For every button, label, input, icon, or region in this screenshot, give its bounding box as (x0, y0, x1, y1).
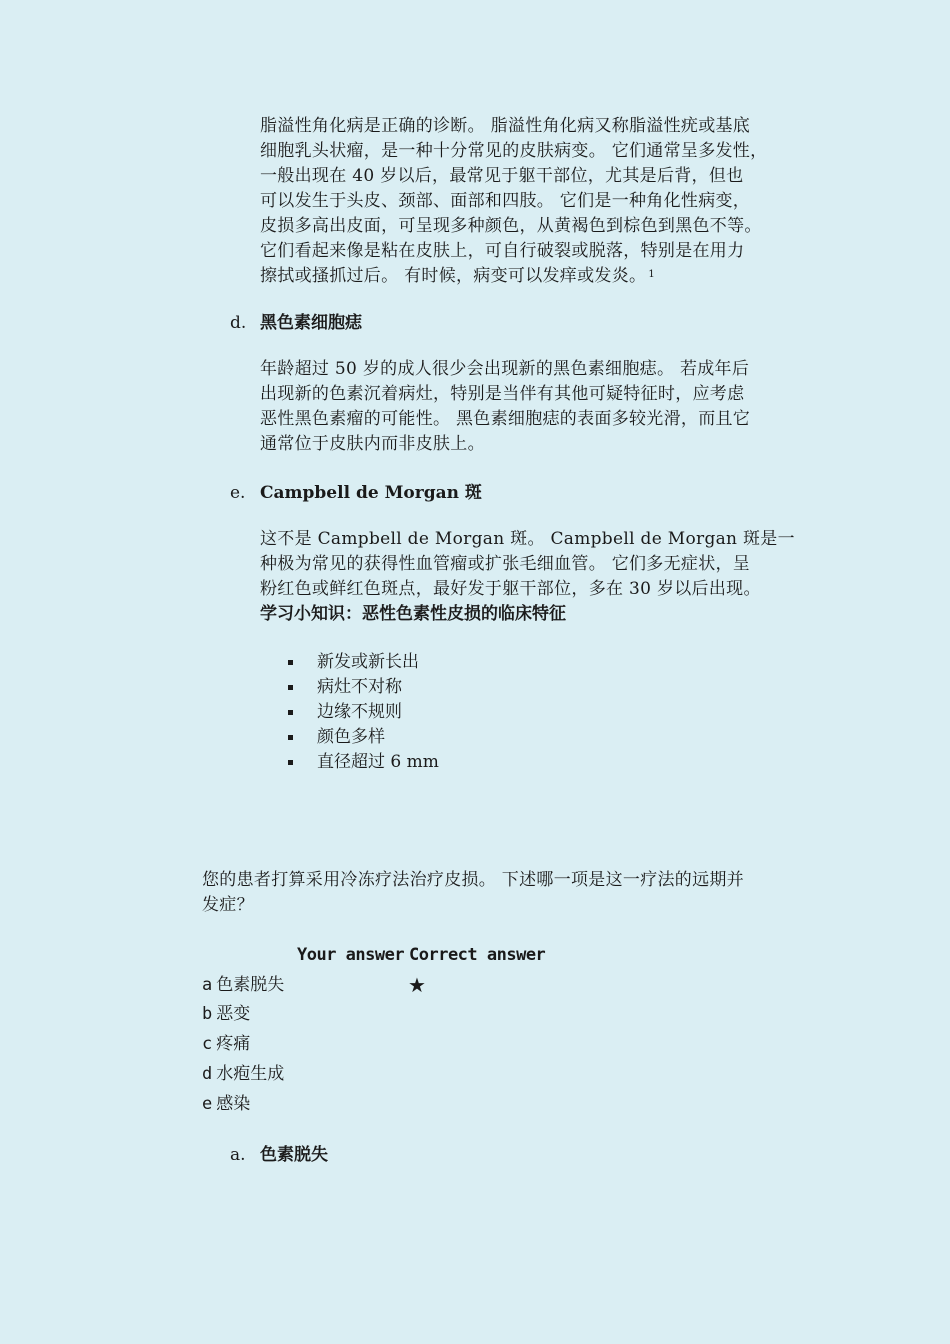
correct-answer-header: Correct answer (409, 945, 546, 965)
paragraph-line: 擦拭或搔抓过后。 有时候，病变可以发痒或发炎。 (260, 266, 647, 286)
option-letter: d (202, 1064, 213, 1084)
bullet-icon (288, 735, 293, 740)
paragraph-line: 年龄超过 50 岁的成人很少会出现新的黑色素细胞痣。 若成年后 (260, 359, 750, 379)
your-answer-header: Your answer (297, 945, 405, 965)
option-letter: c (202, 1034, 213, 1054)
melanocytic-nevus-paragraph (260, 357, 830, 457)
list-item-text: 直径超过 6 mm (317, 752, 439, 772)
bullet-icon (288, 685, 293, 690)
paragraph-line: 一般出现在 40 岁以后，最常见于躯干部位，尤其是后背，但也 (260, 166, 744, 186)
option-title: Campbell de Morgan 斑 (260, 483, 482, 503)
paragraph-line: 细胞乳头状瘤，是一种十分常见的皮肤病变。 它们通常呈多发性， (260, 141, 768, 161)
option-text: 恶变 (216, 1004, 251, 1024)
correct-answer-star-icon: ★ (408, 973, 426, 997)
option-letter: a (202, 975, 213, 995)
option-letter: a. (230, 1145, 246, 1165)
list-item-text: 颜色多样 (317, 727, 385, 747)
list-item (288, 750, 439, 775)
option-letter: d. (230, 313, 247, 333)
answer-option-e (202, 1092, 250, 1117)
option-letter: b (202, 1004, 213, 1024)
campbell-de-morgan-paragraph (260, 527, 830, 602)
question-text (202, 868, 822, 918)
paragraph-line: 脂溢性角化病是正确的诊断。 脂溢性角化病又称脂溢性疣或基底 (260, 116, 751, 136)
option-e-heading (230, 481, 482, 506)
paragraph-line: 种极为常见的获得性血管瘤或扩张毛细血管。 它们多无症状，呈 (260, 554, 751, 574)
answer-option-d (202, 1062, 284, 1087)
answer-option-b (202, 1002, 250, 1027)
question-line: 发症？ (202, 895, 254, 915)
bullet-icon (288, 710, 293, 715)
answer-option-a (202, 973, 284, 998)
learning-tip-title: 学习小知识：恶性色素性皮损的临床特征 (260, 604, 566, 624)
list-item-text: 边缘不规则 (317, 702, 402, 722)
option-d-heading (230, 311, 362, 336)
paragraph-line: 出现新的色素沉着病灶，特别是当伴有其他可疑特征时，应考虑 (260, 384, 745, 404)
question-line: 您的患者打算采用冷冻疗法治疗皮损。 下述哪一项是这一疗法的远期并 (202, 870, 745, 890)
answer-explanation-heading (230, 1143, 328, 1168)
option-text: 感染 (216, 1094, 251, 1114)
option-text: 水疱生成 (216, 1064, 285, 1084)
reference-superscript: 1 (648, 269, 655, 280)
bullet-icon (288, 760, 293, 765)
option-letter: e (202, 1094, 213, 1114)
bullet-icon (288, 660, 293, 665)
list-item-text: 新发或新长出 (317, 652, 419, 672)
paragraph-line: 通常位于皮肤内而非皮肤上。 (260, 434, 485, 454)
malignant-features-list (288, 650, 439, 775)
option-text: 疼痛 (216, 1034, 251, 1054)
paragraph-line: 粉红色或鲜红色斑点，最好发于躯干部位，多在 30 岁以后出现。 (260, 579, 761, 599)
paragraph-line: 恶性黑色素瘤的可能性。 黑色素细胞痣的表面多较光滑，而且它 (260, 409, 751, 429)
list-item (288, 700, 439, 725)
list-item-text: 病灶不对称 (317, 677, 402, 697)
list-item (288, 725, 439, 750)
answer-option-c (202, 1032, 250, 1057)
paragraph-line: 它们看起来像是粘在皮肤上，可自行破裂或脱落，特别是在用力 (260, 241, 745, 261)
paragraph-line: 这不是 Campbell de Morgan 斑。 Campbell de Morgan 斑是一 (260, 529, 795, 549)
paragraph-line: 皮损多高出皮面，可呈现多种颜色，从黄褐色到棕色到黑色不等。 (260, 216, 762, 236)
option-title: 色素脱失 (260, 1145, 328, 1165)
list-item (288, 675, 439, 700)
paragraph-line: 可以发生于头皮、颈部、面部和四肢。 它们是一种角化性病变， (260, 191, 751, 211)
option-text: 色素脱失 (216, 975, 285, 995)
list-item (288, 650, 439, 675)
seborrheic-keratosis-paragraph (260, 114, 830, 289)
option-letter: e. (230, 483, 246, 503)
option-title: 黑色素细胞痣 (260, 313, 362, 333)
